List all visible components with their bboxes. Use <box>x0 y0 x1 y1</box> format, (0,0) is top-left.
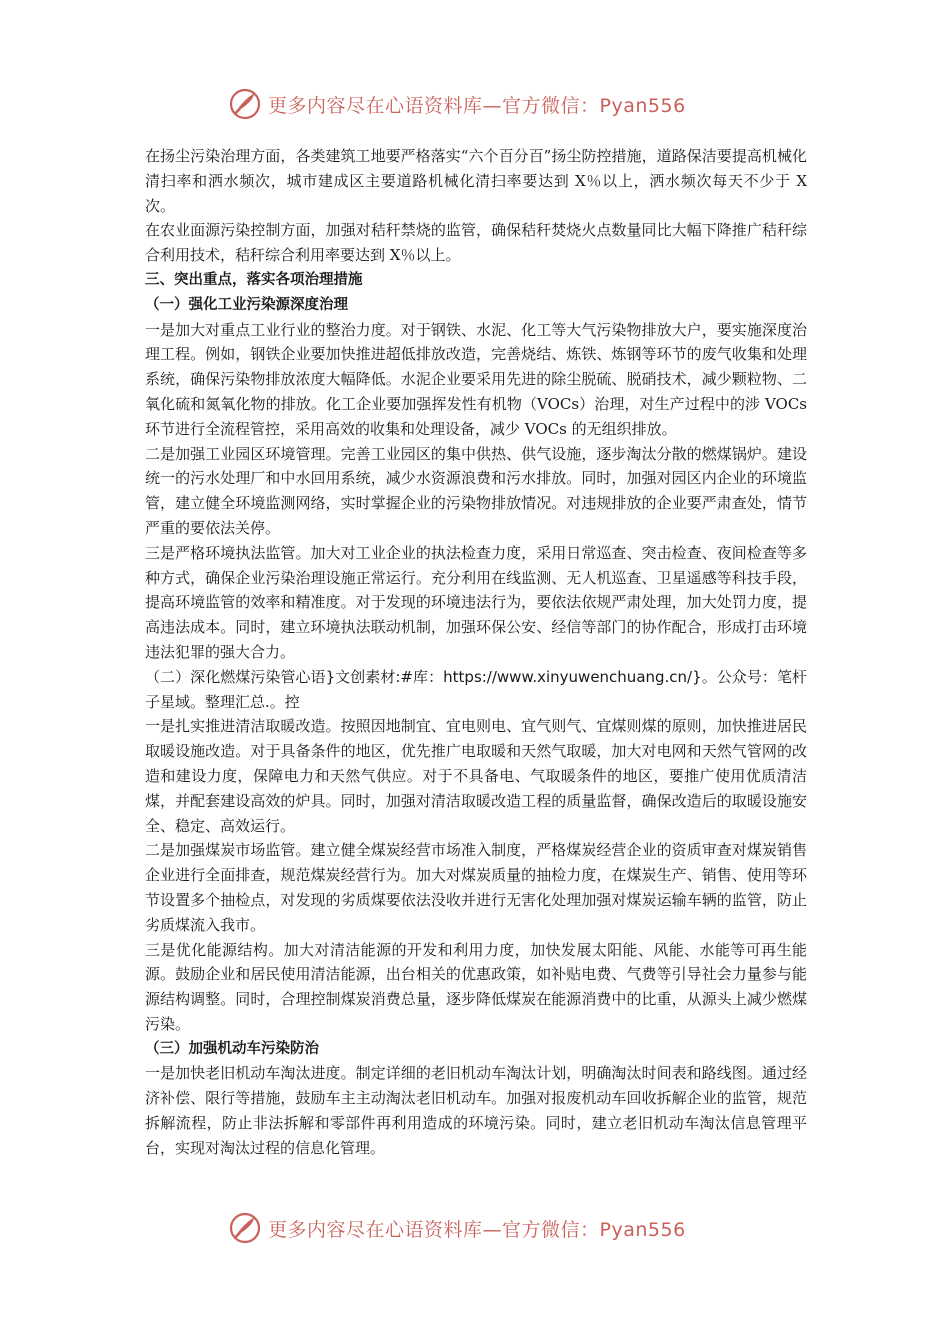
document-body <box>145 144 807 1161</box>
subsection-heading-2: （二）深化燃煤污染管心语}文创素材:#库：https://www.xinyuwenchuang.cn/}。公众号：笔杆子星域。整理汇总.。控 <box>145 667 807 711</box>
subsection-heading-1: （一）强化工业污染源深度治理 <box>145 296 348 313</box>
paragraph-coal-2: 二是加强煤炭市场监管。建立健全煤炭经营市场准入制度，严格煤炭经营企业的资质审查对煤炭销售企业进行全面排查，规范煤炭经营行为。加大对煤炭质量的抽检力度，在煤炭生产、销售、使用等环节设置多个抽检点，对发现的劣质煤要依法没收并进行无害化处理加强对煤炭运输车辆的监管，防止劣质煤流入我市。 <box>145 841 807 934</box>
paragraph-coal-3: 三是优化能源结构。加大对清洁能源的开发和利用力度，加快发展太阳能、风能、水能等可再生能源。鼓励企业和居民使用清洁能源，出台相关的优惠政策，如补贴电费、气费等引导社会力量参与能源结构调整。同时，合理控制煤炭消费总量，逐步降低煤炭在能源消费中的比重，从源头上减少燃煤污染。 <box>145 940 807 1033</box>
header-watermark-banner <box>228 86 728 122</box>
subsection-heading-3: （三）加强机动车污染防治 <box>145 1040 319 1057</box>
paragraph-coal-1: 一是扎实推进清洁取暖改造。按照因地制宜、宜电则电、宜气则气、宜煤则煤的原则，加快推进居民取暖设施改造。对于具备条件的地区，优先推广电取暖和天然气取暖，加大对电网和天然气管网的改造和建设力度，保障电力和天然气供应。对于不具备电、气取暖条件的地区，要推广使用优质清洁煤，并配套建设高效的炉具。同时，加强对清洁取暖改造工程的质量监督，确保改造后的取暖设施安全、稳定、高效运行。 <box>145 717 807 835</box>
paragraph-industry-2: 二是加强工业园区环境管理。完善工业园区的集中供热、供气设施，逐步淘汰分散的燃煤锅炉。建设统一的污水处理厂和中水回用系统，减少水资源浪费和污水排放。同时，加强对园区内企业的环境监管，建立健全环境监测网络，实时掌握企业的污染物排放情况。对违规排放的企业要严肃查处，情节严重的要依法关停。 <box>145 444 807 537</box>
watermark-text: 更多内容尽在心语资料库—官方微信：Pyan556 <box>268 1218 686 1241</box>
section-heading-3: 三、突出重点，落实各项治理措施 <box>145 271 363 288</box>
paragraph-industry-1: 一是加大对重点工业行业的整治力度。对于钢铁、水泥、化工等大气污染物排放大户，要实施深度治理工程。例如，钢铁企业要加快推进超低排放改造，完善烧结、炼铁、炼钢等环节的废气收集和处理系统，确保污染物排放浓度大幅降低。水泥企业要采用先进的除尘脱硫、脱硝技术，减少颗粒物、二氧化硫和氮氧化物的排放。化工企业要加强挥发性有机物（VOCs）治理，对生产过程中的涉 VOCs 环节进行全流程管控，采用高效的收集和处理设备，减少 VOCs 的无组织排放。 <box>145 320 807 438</box>
paragraph-dust-control: 在扬尘污染治理方面，各类建筑工地要严格落实“六个百分百”扬尘防控措施，道路保洁要提高机械化清扫率和洒水频次，城市建成区主要道路机械化清扫率要达到 X％以上，洒水频次每天不少于 X 次。 <box>145 147 807 215</box>
paragraph-industry-3: 三是严格环境执法监管。加大对工业企业的执法检查力度，采用日常巡查、突击检查、夜间检查等多种方式，确保企业污染治理设施正常运行。充分利用在线监测、无人机巡查、卫星遥感等科技手段，提高环境监管的效率和精准度。对于发现的环境违法行为，要依法依规严肃处理，加大处罚力度，提高违法成本。同时，建立环境执法联动机制，加强环保公安、经信等部门的协作配合，形成打击环境违法犯罪的强大合力。 <box>145 543 807 661</box>
footer-watermark-banner <box>228 1210 728 1246</box>
watermark-text: 更多内容尽在心语资料库—官方微信：Pyan556 <box>268 94 686 117</box>
paragraph-straw-burning: 在农业面源污染控制方面，加强对秸秆禁烧的监管，确保秸秆焚烧火点数量同比大幅下降推广秸秆综合利用技术，秸秆综合利用率要达到 X％以上。 <box>145 221 807 265</box>
pen-logo-icon <box>228 87 262 121</box>
pen-logo-icon <box>228 1211 262 1245</box>
paragraph-vehicle-1: 一是加快老旧机动车淘汰进度。制定详细的老旧机动车淘汰计划，明确淘汰时间表和路线图。通过经济补偿、限行等措施，鼓励车主主动淘汰老旧机动车。加强对报废机动车回收拆解企业的监管，规范拆解流程，防止非法拆解和零部件再利用造成的环境污染。同时，建立老旧机动车淘汰信息管理平台，实现对淘汰过程的信息化管理。 <box>145 1064 807 1157</box>
